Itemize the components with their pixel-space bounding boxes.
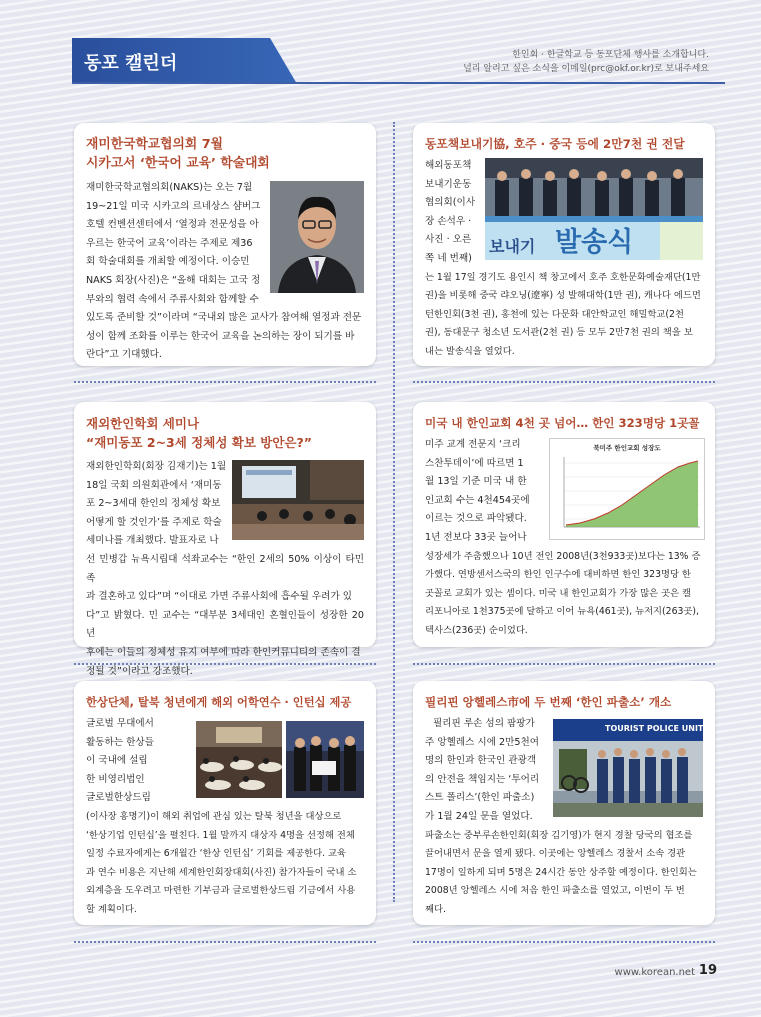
article-card-books [413,123,715,366]
article-title: 필리핀 앙헬레스市에 두 번째 ‘한인 파출소’ 개소 [425,695,672,709]
article-card-hansang [74,681,376,925]
article-card-churches [413,402,715,647]
article-card-naks [74,123,376,366]
page-title: 동포 캘린더 [84,53,178,74]
article-card-police [413,681,715,925]
section-header [0,38,761,84]
article-title: 미국 내 한인교회 4천 곳 넘어… 한인 323명당 1곳꼴 [425,416,700,430]
article-title: 한상단체, 탈북 청년에게 해외 어학연수 · 인턴십 제공 [86,696,352,709]
photo-banner-left: 보내기 [489,237,536,256]
row-divider-3-right [413,941,715,943]
chart-title: 북미주 한인교회 성장도 [593,444,661,452]
article-card-seminar [74,402,376,677]
article-title: 동포책보내기協, 호주 · 중국 등에 2만7천 권 전달 [425,137,685,151]
row-divider-1-right [413,381,715,383]
police-sign-text: TOURIST POLICE UNIT [605,724,703,733]
article-title: 재미한국학교협의회 7월 시카고서 ‘한국어 교육’ 학술대회 [86,137,270,171]
header-rule [72,82,725,84]
page-number: 19 [698,963,717,978]
row-divider-2-right [413,663,715,665]
header-note-line2: 널리 알리고 싶은 소식을 이메일(prc@okf.or.kr)로 보내주세요 [463,64,709,74]
row-divider-1-left [74,381,376,383]
article-body: 재미한국학교협의회(NAKS)는 오는 7월 19~21일 미국 시카고의 르네상스 샴버그 호텔 컨벤션센터에서 ‘열정과 전문성을 아 우르는 한국어 교육’이라는 주제로 제36 회 학술대회를 개최할 예정이다. 이승민 NAKS 회장(사진)은 “올해 대회는 고국 정 부와의 협력 속에서 주류사회와 함께할 수 있도록 준비할 것”이라며 “국내외 많은 교사가 참여해 열정과 전문 성이 함께 조화를 이루는 한국어 교육을 논의하는 장이 되기를 바 란다”고 기대했다. [86,182,362,361]
header-note-line1: 한인회 · 한글학교 등 동포단체 행사를 소개합니다. [512,50,709,60]
article-body: 글로벌 무대에서 활동하는 한상들 이 국내에 설립 한 비영리법인 글로벌한상드림 (이사장 홍명기)이 해외 취업에 관심 있는 탈북 청년을 대상으로 ‘한상기업 인턴십’을 펼친다. 1월 말까지 대상자 4명을 선정해 전체 일정 수료자에게는 6개월간 ‘한상 인턴십’ 기회를 제공한다. 교육 과 연수 비용은 지난해 세계한인회장대회(사진) 참가자들이 국내 소 외계층을 도우려고 마련한 기부금과 글로벌한상드림 기금에서 사용 할 계획이다. [86,718,357,915]
article-body: 필리핀 루손 섬의 팜팡가 주 앙헬레스 시에 2만5천여 명의 한인과 한국인 관광객 의 안전을 책임지는 ‘투어리 스트 폴리스’(한인 파출소) 가 1월 24일 문을 열었다. 파출소는 중부루손한인회(회장 김기영)가 현지 경찰 당국의 협조를 끌어내면서 문을 열게 됐다. 이곳에는 앙헬레스 경찰서 소속 경관 17명이 일하게 되며 5명은 24시간 동안 상주할 예정이다. 한인회는 2008년 앙헬레스 시에 처음 한인 파출소를 열었고, 이번이 두 번 째다. [425,718,697,915]
header-note [463,48,709,76]
row-divider-3-left [74,941,376,943]
article-body: 미주 교계 전문지 ‘크리 스찬투데이’에 따르면 1 월 13일 기준 미국 내 한 인교회 수는 4천454곳에 이르는 것으로 파악됐다. 1년 전보다 33곳 늘어나 성장세가 주춤했으나 10년 전인 2008년(3천933곳)보다는 13% 증 가했다. 연방센서스국의 한인 인구수에 대비하면 한인 323명당 한 곳꼴로 교회가 있는 셈이다. 미국 내 한인교회가 가장 많은 곳은 캘 리포니아로 1천375곳에 달하고 이어 뉴욕(461곳), 뉴저지(263곳), 텍사스(236곳) 순이었다. [425,439,701,636]
article-body: 해외동포책 보내기운동 협의회(이사 장 손석우 · 사진 · 오른 쪽 네 번째) 는 1월 17일 경기도 용인시 책 창고에서 호주 호한문화예술재단(1만 권)을 비롯해 중국 랴오닝(遼寧) 성 발해대학(1만 권), 캐나다 에드먼 턴한인회(3천 권), 홍천에 있는 다문화 대안학교인 해밀학교(2천 권), 동대문구 청소년 도서관(2천 권) 등 모두 2만7천 권의 책을 보 내는 발송식을 열었다. [425,160,701,357]
article-title: 재외한인학회 세미나 “재미동포 2~3세 정체성 확보 방안은?” [86,416,312,450]
column-divider [393,122,395,902]
article-body: 재외한인학회(회장 김재기)는 1월 18일 국회 의원회관에서 ‘재미동 포 2~3세대 한인의 정체성 확보 어떻게 할 것인가’를 주제로 학술 세미나를 개최했다. 발표자로 나 선 민병갑 뉴욕시립대 석좌교수는 “한인 2세의 50% 이상이 타민족 과 결혼하고 있다”며 “이대로 가면 주류사회에 흡수될 우려가 있 다”고 밝혔다. 민 교수는 “대부분 3세대인 혼혈인들이 성장한 20년 후에는 이들의 정체성 유지 여부에 따라 한인커뮤니티의 존속이 결 정될 것”이라고 강조했다. [86,461,364,677]
photo-banner-main: 발송식 [555,227,634,258]
footer-url: www.korean.net [614,967,695,978]
